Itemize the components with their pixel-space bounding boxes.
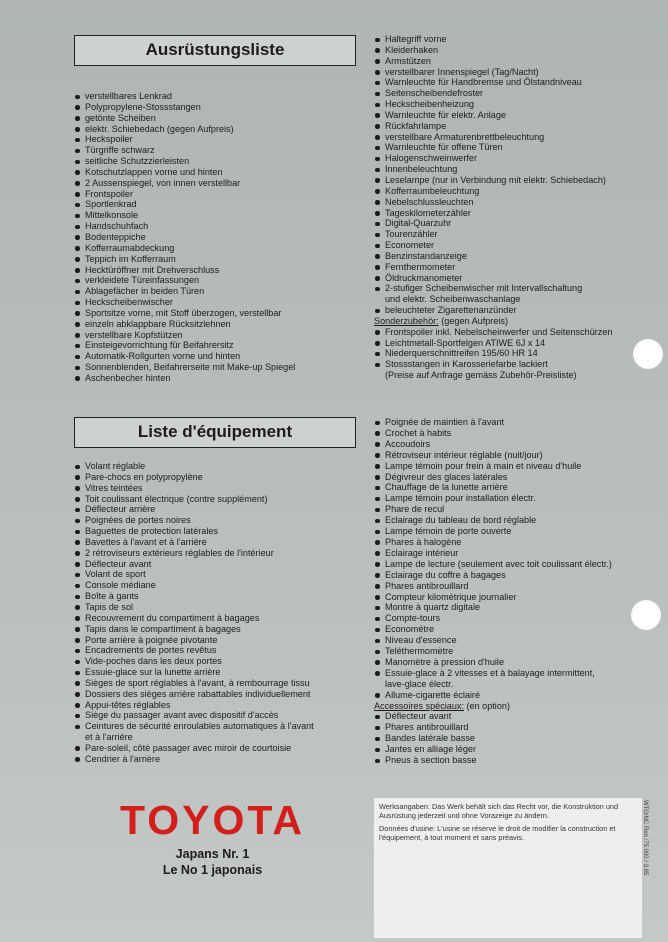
print-code: WTO/NC Ren /75 000 / 3.85: [642, 800, 648, 876]
list-item: Stossstangen in Karosseriefarbe lackiert: [374, 359, 612, 370]
list-item: Innenbeleuchtung: [374, 164, 612, 175]
disclaimer-german: Werksangaben: Das Werk behält sich das Recht vor, die Konstruktion und Ausrüstung jederzeit und ohne Vorazeige zu ändern.: [379, 802, 619, 820]
extras-note: (gegen Aufpreis): [438, 315, 508, 326]
disclaimer-french: Données d'usine: L'usine se réserve le droit de modifier la construction et l'équipement, à tout moment et sans préavis.: [379, 824, 616, 842]
list-item: Kofferraumbeleuchtung: [374, 186, 612, 197]
list-item: Compte-tours: [374, 613, 612, 624]
list-item: verstellbares Lenkrad: [74, 91, 295, 102]
list-item: verstellbare Kopfstützen: [74, 330, 295, 341]
list-item: 2 Aussenspiegel, von innen verstellbar: [74, 178, 295, 189]
list-item: Ceintures de sécurité enroulables automatiques à l'avant: [74, 721, 314, 732]
german-equipment-list-left: [74, 91, 295, 384]
list-item: Nebelschlussleuchten: [374, 197, 612, 208]
list-item: Mittelkonsole: [74, 210, 295, 221]
list-item-continuation: (Preise auf Anfrage gemäss Zubehör-Preisliste): [385, 370, 577, 381]
list-item-continuation: und elektr. Scheibenwaschanlage: [385, 294, 521, 305]
extras-note: (en option): [463, 700, 510, 711]
list-item: Heckscheibenheizung: [374, 99, 612, 110]
list-item: Digital-Quarzuhr: [374, 218, 612, 229]
list-item: verkleidete Türeinfassungen: [74, 275, 295, 286]
list-item: Volant de sport: [74, 569, 314, 580]
list-item: Econometer: [374, 240, 612, 251]
list-item: Benzinstandanzeige: [374, 251, 612, 262]
list-item: 2-stufiger Scheibenwischer mit Intervallschaltung: [374, 283, 612, 294]
list-item-continuation: lave-glace électr.: [385, 678, 454, 689]
list-item: einzeln abklappbare Rücksitzlehnen: [74, 319, 295, 330]
list-item: Armstützen: [374, 56, 612, 67]
list-item: Warnleuchte für offene Türen: [374, 142, 612, 153]
list-item: Fernthermometer: [374, 262, 612, 273]
list-item: Sportsitze vorne, mit Stoff überzogen, verstellbar: [74, 308, 295, 319]
list-item: Seitenscheibendefroster: [374, 88, 612, 99]
list-item: Pare-soleil, côté passager avec miroir de courtoisie: [74, 743, 314, 754]
list-item: Cendrier à l'arrière: [74, 754, 314, 765]
extras-label: Accessoires spéciaux:: [374, 700, 464, 711]
list-item: Niederquerschnittreifen 195/60 HR 14: [374, 348, 612, 359]
list-item: Vitres teintées: [74, 483, 314, 494]
list-item: Volant réglable: [74, 461, 314, 472]
list-item: Eclairage du tableau de bord réglable: [374, 515, 612, 526]
list-item: Tageskilometerzähler: [374, 208, 612, 219]
list-item: Jantes en alliage léger: [374, 744, 612, 755]
list-item: Teléthermomètre: [374, 646, 612, 657]
list-item: Polypropylene-Stossstangen: [74, 102, 295, 113]
list-item: Baguettes de protection latérales: [74, 526, 314, 537]
list-item: Allume-cigarette éclairé: [374, 690, 612, 701]
list-item: Pneus à section basse: [374, 755, 612, 766]
list-item: Manomètre à pression d'huile: [374, 657, 612, 668]
extras-label: Sonderzubehör:: [374, 315, 439, 326]
list-item: Bandes latérale basse: [374, 733, 612, 744]
list-item: Dossiers des sièges arrière rabattables individuellement: [74, 689, 314, 700]
list-item: Sonnenblenden, Beifahrerseite mit Make-up Spiegel: [74, 362, 295, 373]
list-item: Tapis dans le compartiment à bagages: [74, 624, 314, 635]
german-section-title: Ausrüstungsliste: [74, 35, 356, 66]
list-item: Halogenschweinwerfer: [374, 153, 612, 164]
extras-heading: [374, 701, 612, 712]
list-item: Handschuhfach: [74, 221, 295, 232]
list-item: Lampe témoin pour installation électr.: [374, 493, 612, 504]
list-item: Pare-chocs en polypropylène: [74, 472, 314, 483]
list-item: Crochet à habits: [374, 428, 612, 439]
list-item: Kofferraumabdeckung: [74, 243, 295, 254]
list-item: Eclairage du coffre à bagages: [374, 570, 612, 581]
list-item: Rétroviseur intérieur réglable (nuit/jour): [374, 450, 612, 461]
list-item: Heckscheibenwischer: [74, 297, 295, 308]
disclaimer-box: [374, 798, 642, 938]
list-item: beleuchteter Zigarettenanzünder: [374, 305, 612, 316]
list-item: Montre à quartz digitale: [374, 602, 612, 613]
list-item: Console médiane: [74, 580, 314, 591]
list-item: Appui-têtes réglables: [74, 700, 314, 711]
list-item: Kotschutzlappen vorne und hinten: [74, 167, 295, 178]
list-item: Déflecteur arrière: [74, 504, 314, 515]
list-item: Warnleuchte für Handbremse und Ölstandniveau: [374, 77, 612, 88]
list-item: seitliche Schutzzierleisten: [74, 156, 295, 167]
french-equipment-list-left: [74, 461, 314, 765]
list-item: Recouvrement du compartiment à bagages: [74, 613, 314, 624]
list-item: Lampe témoin pour frein à main et niveau d'huile: [374, 461, 612, 472]
list-item: Lampe de lecture (seulement avec toit coulissant électr.): [374, 559, 612, 570]
list-item: Lampe témoin de porte ouverte: [374, 526, 612, 537]
list-item: Kleiderhaken: [374, 45, 612, 56]
list-item: Boîte à gants: [74, 591, 314, 602]
list-item: Vide-poches dans les deux portes: [74, 656, 314, 667]
list-item: Poignées de portes noires: [74, 515, 314, 526]
list-item: 2 rétroviseurs extérieurs réglables de l'intérieur: [74, 548, 314, 559]
german-equipment-list-right: [374, 34, 612, 381]
list-item: Frontspoiler: [74, 189, 295, 200]
list-item: Essuie-glace à 2 vitesses et à balayage intermittent,: [374, 668, 612, 679]
list-item: Ablagefächer in beiden Türen: [74, 286, 295, 297]
list-item: Tapis de sol: [74, 602, 314, 613]
list-item: elektr. Schiebedach (gegen Aufpreis): [74, 124, 295, 135]
list-item: Frontspoiler inkl. Nebelscheinwerfer und Seitenschürzen: [374, 327, 612, 338]
list-item: Déflecteur avant: [74, 559, 314, 570]
punch-hole: [633, 339, 663, 369]
list-item: Bavettes à l'avant et à l'arrière: [74, 537, 314, 548]
list-item: verstellbarer Innenspiegel (Tag/Nacht): [374, 67, 612, 78]
list-item: Aschenbecher hinten: [74, 373, 295, 384]
list-item: Phare de recul: [374, 504, 612, 515]
french-equipment-list-right: [374, 417, 612, 766]
extras-heading: [374, 316, 612, 327]
list-item: Econométre: [374, 624, 612, 635]
tagline-german: Japans Nr. 1: [175, 847, 250, 861]
list-item: Leichtmetall-Sportfelgen ATIWE 6J x 14: [374, 338, 612, 349]
list-item: Essuie-glace sur la lunette arrière: [74, 667, 314, 678]
list-item: verstellbare Armaturenbrettbeleuchtung: [374, 132, 612, 143]
list-item: Haltegriff vorne: [374, 34, 612, 45]
list-item: Compteur kilométrique journalier: [374, 592, 612, 603]
list-item: Warnleuchte für elektr. Anlage: [374, 110, 612, 121]
list-item: Phares à halogène: [374, 537, 612, 548]
list-item: Sièges de sport réglables à l'avant, à rembourrage tissu: [74, 678, 314, 689]
list-item: Porte arrière à poignée pivotante: [74, 635, 314, 646]
list-item: Automatik-Rollgurten vorne und hinten: [74, 351, 295, 362]
list-item: Toit coulissant électrique (contre supplément): [74, 494, 314, 505]
list-item: Rückfahrlampe: [374, 121, 612, 132]
list-item-continuation: et à l'arrière: [85, 732, 133, 743]
list-item: Phares antibrouillard: [374, 581, 612, 592]
list-item: Hecktüröffner mit Drehverschluss: [74, 265, 295, 276]
list-item: Einsteigevorrichtung für Beifahrersitz: [74, 340, 295, 351]
list-item: getönte Scheiben: [74, 113, 295, 124]
list-item: Poignée de maintien à l'avant: [374, 417, 612, 428]
list-item: Sportlenkrad: [74, 199, 295, 210]
list-item: Siège du passager avant avec dispositif d'accès: [74, 710, 314, 721]
list-item: Bodenteppiche: [74, 232, 295, 243]
list-item: Teppich im Kofferraum: [74, 254, 295, 265]
list-item: Heckspoiler: [74, 134, 295, 145]
list-item: Leselampe (nur in Verbindung mit elektr. Schiebedach): [374, 175, 612, 186]
tagline-french: Le No 1 japonais: [162, 863, 263, 877]
list-item: Niveau d'essence: [374, 635, 612, 646]
punch-hole: [631, 600, 661, 630]
list-item: Encadrements de portes revêtus: [74, 645, 314, 656]
list-item: Phares antibrouillard: [374, 722, 612, 733]
list-item: Chauffage de la lunette arrière: [374, 482, 612, 493]
list-item: Eclairage intérieur: [374, 548, 612, 559]
french-section-title: Liste d'équipement: [74, 417, 356, 448]
toyota-logo: TOYOTA: [119, 797, 306, 843]
list-item: Déflecteur avant: [374, 711, 612, 722]
list-item: Türgriffe schwarz: [74, 145, 295, 156]
list-item: Tourenzähler: [374, 229, 612, 240]
list-item: Accoudoirs: [374, 439, 612, 450]
list-item: Dégivreur des glaces latérales: [374, 472, 612, 483]
list-item: Öldruckmanometer: [374, 273, 612, 284]
